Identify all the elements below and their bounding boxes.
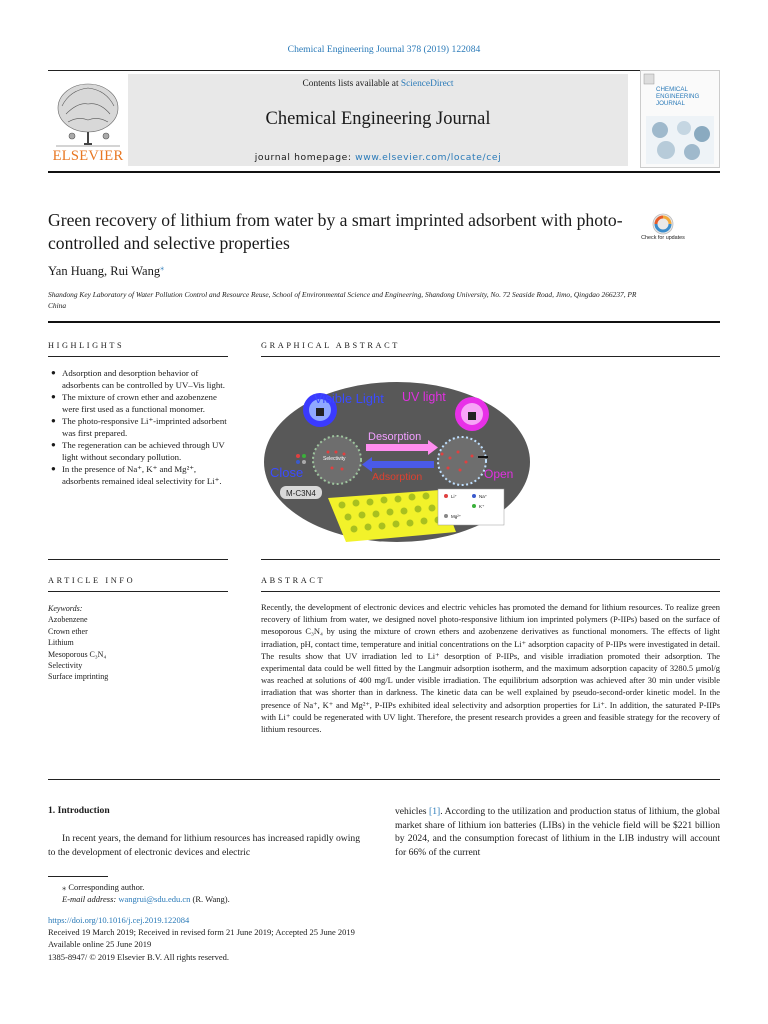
ga-support-label: M-C3N4 [286,489,316,498]
article-info-heading: ARTICLE INFO [48,576,136,585]
masthead-bottom-rule [48,171,720,173]
ga-open-particle [438,437,486,485]
keyword-item: Mesoporous C₃N₄ [48,649,107,659]
highlight-item: ● The photo-responsive Li⁺-imprinted adsorbent was first prepared. [48,415,228,439]
highlight-item: ● Adsorption and desorption behavior of adsorbents can be controlled by UV–Vis light. [48,367,228,391]
author-names: Yan Huang, Rui Wang [48,264,161,279]
corresponding-mark[interactable]: ⁎ [160,263,165,272]
intro-right-pre: vehicles [395,806,430,817]
ga-legend-item: Li⁺ [451,494,457,499]
sciencedirect-link[interactable]: ScienceDirect [400,79,454,89]
keywords-label: Keywords: [48,604,83,613]
journal-name: Chemical Engineering Journal [265,109,491,129]
ga-legend-item: Mg²⁺ [451,514,462,519]
graphical-abstract-end-rule [261,559,720,560]
highlight-item: ● The mixture of crown ether and azobenzene were first used as a functional monomer. [48,391,228,415]
doi-link[interactable]: https://doi.org/10.1016/j.cej.2019.122084 [48,915,190,925]
email-suffix: (R. Wang). [190,894,230,905]
front-matter-end-rule [48,779,720,780]
ga-visible-light-label: Visible Light [314,391,384,406]
highlight-item: ● The regeneration can be achieved through UV light without secondary pollution. [48,439,228,463]
introduction-paragraph-left: In recent years, the demand for lithium resources has increased rapidly owing to the development of electronic devices and electric [48,833,360,858]
publisher-wordmark: ELSEVIER [52,148,124,164]
ga-legend [438,489,504,525]
highlights-heading: HIGHLIGHTS [48,341,125,350]
check-for-updates-label: Check for updates [641,235,685,241]
intro-right-post: . According to the utilization and production status of lithium, the global market share of lithium ion batteries (LIBs) in the vehicle field will be $221 billion by 2024, and the consumption forecast of lithium in the LIB industry will account for 66% of the current [395,806,720,858]
ga-close-label: Close [270,465,304,480]
ga-selectivity-label: Selectivity [323,456,346,462]
homepage-link[interactable]: www.elsevier.com/locate/cej [355,152,502,163]
highlights-rule [48,356,228,357]
cover-title: CHEMICAL ENGINEERING JOURNAL [656,86,700,108]
copyright-line: 1385-8947/ © 2019 Elsevier B.V. All rights reserved. [48,951,230,962]
article-info-rule [48,591,228,592]
email-footnote [48,893,448,905]
corresponding-label: Corresponding author. [68,882,145,892]
abstract-heading: ABSTRACT [261,576,326,585]
homepage-prefix: journal homepage: [254,152,356,163]
reference-link[interactable]: [1] [429,806,441,817]
email-link[interactable]: wangrui@sdu.edu.cn [118,894,191,905]
ga-legend-item: K⁺ [479,504,485,509]
ga-bar-right [478,456,488,458]
keywords-block [48,603,228,683]
author-list [48,263,164,279]
publication-info [48,914,548,963]
ga-open-label: Open [484,467,514,481]
footnote-mark: ⁎ [62,882,67,892]
graphical-abstract-heading: GRAPHICAL ABSTRACT [261,341,400,350]
email-label: E-mail address: [62,894,119,905]
highlights-list [48,367,228,487]
graphical-abstract-figure [262,372,532,548]
keyword-item: Azobenzene [48,615,88,625]
cover-image [646,116,714,164]
footnotes [48,881,448,905]
ga-uv-light-label: UV light [402,390,446,404]
highlights-end-rule [48,559,228,560]
received-dates: Received 19 March 2019; Received in revised form 21 June 2019; Accepted 25 June 2019 [48,927,355,938]
keyword-item: Selectivity [48,661,83,671]
footnote-rule [48,876,108,877]
uv-lamp-icon [455,397,489,431]
highlight-item: ● In the presence of Na⁺, K⁺ and Mg²⁺, adsorbents remained ideal selectivity for Li⁺. [48,463,228,487]
header-divider [48,321,720,323]
abstract-rule [261,591,720,592]
journal-homepage [128,152,628,163]
article-title: Green recovery of lithium from water by a smart imprinted adsorbent with photo-controlled and selective properties [48,210,623,253]
ga-legend-item: Na⁺ [479,494,488,499]
graphical-abstract-rule [261,356,720,357]
ga-adsorption-label: Adsorption [372,471,423,483]
introduction-paragraph-right [395,805,720,859]
affiliation: Shandong Key Laboratory of Water Pollution Control and Resource Reuse, School of Environmental Science and Engineering, Shandong University, No. 72 Seaside Road, Jimo, Qingdao 266237, PR China [48,290,637,310]
cover-logo-icon [643,73,655,85]
contents-line [128,79,628,89]
masthead-top-rule [48,70,720,71]
contents-prefix: Contents lists available at [302,79,401,89]
available-date: Available online 25 June 2019 [48,939,152,950]
keyword-item: Crown ether [48,626,88,636]
ga-desorption-label: Desorption [368,431,422,443]
keyword-item: Surface imprinting [48,672,109,682]
corresponding-footnote [48,881,448,893]
introduction-heading: 1. Introduction [48,805,110,816]
abstract-text: Recently, the development of electronic devices and electric vehicles has promoted the demand for lithium resources. To realize green recovery of lithium from water, we designed novel photo-responsive lithium ion imprinted polymers (P-IIPs) based on the surface of mesoporous C₃N₄ by using the mixture of crown ethers and azobenzene derivatives as functional monomers. The effects of light irradiation, pH, contact time, temperature and initial concentrations on the Li⁺ adsorption capacity of P-IIPs were investigated in detail. The results show that UV irradiation led to Li⁺ desorption of P-IIPs, and visible irradiation promoted their adsorption. The experimental data could be well fitted by the Langmuir adsorption isotherm, and the maximum adsorption capacity of 3280.5 μmol/g was reached at solutions of 400 mg/L under visible irradiation. The equilibrium adsorption was achieved after 30 min under visible irradiation that was shorter than in darkness. The kinetic data can be well explained by pseudo-second-order kinetic model. In the presence of Na⁺, K⁺ and Mg²⁺, P-IIPs exhibited ideal selectivity and adsorption properties for Li⁺. In addition, the saturated P-IIPs with Li⁺ could be regenerated with UV light. Therefore, the present research provides a green and feasible strategy for the recovery of lithium resources. [261,602,720,735]
journal-citation[interactable]: Chemical Engineering Journal 378 (2019) 122084 [287,44,481,55]
keyword-item: Lithium [48,638,74,648]
